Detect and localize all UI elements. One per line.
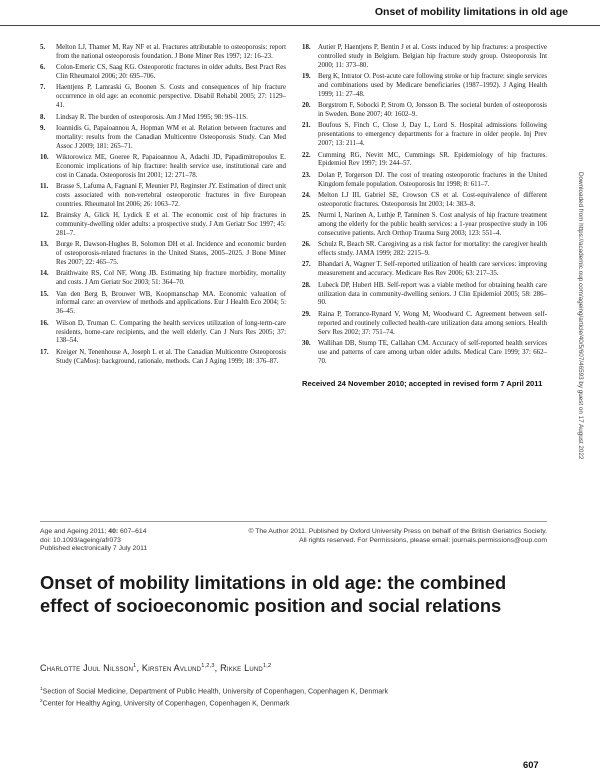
reference-item xyxy=(40,349,286,367)
reference-text: Haentjens P, Lamraski G, Boonen S. Costs and consequences of hip fracture occurrence in old age: an economic perspective. Disabil Rehabil 2005; 27: 1129–41. xyxy=(56,84,286,110)
affiliation: $^2$Center for Healthy Aging, University of Copenhagen, Copenhagen K, Denmark xyxy=(40,698,290,707)
reference-number: 15. xyxy=(40,290,49,298)
reference-text: Borgstrom F, Sobocki P, Strom O, Jonsson B. The societal burden of osteoporosis in Sweden. Bone 2007; 40: 1602–9. xyxy=(318,102,547,119)
reference-text: Wiktorowicz ME, Goeree R, Papaioannou A, Adachi JD, Papadimitropoulos E. Economic implications of hip fracture: health service use, institutional care and cost in Canada. Osteoporosis Int 2001; 12: 271–78. xyxy=(56,153,286,179)
reference-text: Wilson D, Truman C. Comparing the health services utilization of long-term-care residents, home-care recipients, and the well elderly. Can J Nurs Res 2005; 37: 138–54. xyxy=(56,319,286,345)
received-note: Received 24 November 2010; accepted in revised form 7 April 2011 xyxy=(302,378,543,388)
reference-number: 6. xyxy=(40,64,46,72)
reference-number: 10. xyxy=(40,153,49,161)
reference-text: Wallihan DB, Stump TE, Callahan CM. Accuracy of self-reported health services use and patterns of care among urban older adults. Medical Care 1999; 37: 662–70. xyxy=(318,339,547,365)
reference-number: 14. xyxy=(40,270,49,278)
reference-number: 24. xyxy=(302,191,311,199)
reference-item xyxy=(40,84,286,111)
reference-text: Van den Berg B, Brouwer WB, Koopmanschap MA. Economic valuation of informal care: an overview of methods and applications. Eur J Health Eco 2004; 5: 36–45. xyxy=(56,290,286,316)
reference-item xyxy=(40,320,286,347)
reference-item xyxy=(302,73,547,100)
copyright-notice xyxy=(217,528,547,545)
reference-item xyxy=(40,270,286,288)
reference-item xyxy=(302,261,547,279)
affiliation: $^1$Section of Social Medicine, Department of Public Health, University of Copenhagen, Copenhagen K, Denmark xyxy=(40,687,389,696)
reference-number: 7. xyxy=(40,84,46,92)
published-date: Published electronically 7 July 2011 xyxy=(40,545,148,553)
header-rule xyxy=(0,25,600,26)
reference-item xyxy=(302,282,547,309)
reference-text: Boufous S, Finch C, Close J, Day L, Lord S. Hospital admissions following presentations to emergency departments for a fracture in older people. Inj Prev 2007; 13: 211–4. xyxy=(318,122,547,148)
download-watermark: Downloaded from https://academic.oup.com/ageing/article/40/5/607/46593 by guest on 17 August 2022 xyxy=(577,172,584,460)
reference-text: Cumming RG, Nevitt MC, Cummings SR. Epidemiology of hip fractures. Epidemiol Rev 1997; 19: 244–57. xyxy=(318,151,547,168)
reference-item xyxy=(302,44,547,71)
running-head: Onset of mobility limitations in old age xyxy=(374,6,568,18)
article-title: Onset of mobility limitations in old age: the combined effect of socioeconomic position and social relations xyxy=(40,572,507,616)
reference-item xyxy=(302,311,547,338)
author-list: Charlotte Juul Nilsson$^1$, Kirsten Avlund$^{1,2,3}$, Rikke Lund$^{1,2}$ xyxy=(40,663,272,674)
reference-number: 5. xyxy=(40,44,46,51)
reference-text: Bhandari A, Wagner T. Self-reported utilization of health care services: improving measurement and accuracy. Medicare Res Rev 2006; 63: 217–35. xyxy=(318,261,547,278)
reference-text: Colon-Emeric CS, Saag KG. Osteoporotic fractures in older adults. Best Pract Res Clin Rheumatol 2006; 20: 695–706. xyxy=(56,64,286,81)
copyright-line-1: © The Author 2011. Published by Oxford University Press on behalf of the British Geriatrics Society. xyxy=(248,528,547,535)
reference-number: 23. xyxy=(302,171,311,179)
affiliations xyxy=(40,685,560,708)
reference-item xyxy=(40,44,286,62)
journal-meta xyxy=(40,528,210,554)
author: Rikke Lund$^{1,2}$ xyxy=(220,663,272,674)
reference-text: Melton LJ III, Gabriel SE, Crowson CS et al. Cost-equivalence of different osteoporotic fractures. Osteoporosis Int 2003; 14: 383–8. xyxy=(318,191,547,208)
reference-item xyxy=(40,212,286,239)
reference-text: Schulz R, Beach SR. Caregiving as a risk factor for mortality: the caregiver health effects study. JAMA 1999; 282: 2215–9. xyxy=(318,241,547,258)
reference-item xyxy=(302,192,547,210)
reference-item xyxy=(40,64,286,82)
reference-item xyxy=(302,172,547,190)
reference-number: 27. xyxy=(302,261,311,269)
reference-text: Braithwaite RS, Col NF, Wong JB. Estimating hip fracture morbidity, mortality and costs. J Am Geriatr Soc 2003; 51: 364–70. xyxy=(56,270,286,287)
reference-item xyxy=(302,152,547,170)
reference-text: Ioannidis G, Papaioannou A, Hopman WM et al. Relation between fractures and mortality: results from the Canadian Multicentre Osteoporosis Study. Can Med Assoc J 2009; 181: 265–71. xyxy=(56,124,286,150)
reference-number: 17. xyxy=(40,348,49,356)
reference-text: Brasse S, Lafuma A, Fagnani F, Meunier PJ, Reginster JY. Estimation of direct unit costs associated with non-vertebral osteoporotic fractures in five European countries. Rheumatol Int 2006; 26: 1063–72. xyxy=(56,183,286,208)
reference-number: 26. xyxy=(302,241,311,249)
reference-number: 22. xyxy=(302,151,311,159)
reference-number: 12. xyxy=(40,212,49,220)
reference-number: 18. xyxy=(302,44,311,51)
reference-text: Brainsky A, Glick H, Lydick E et al. The economic cost of hip fractures in community-dwelling older adults: a prospective study. J Am Geriatr Soc 1997; 45: 281–7. xyxy=(56,212,286,237)
page-number: 607 xyxy=(523,759,539,770)
reference-item xyxy=(40,125,286,152)
reference-number: 30. xyxy=(302,339,311,347)
reference-number: 20. xyxy=(302,102,311,110)
author: Kirsten Avlund$^{1,2,3}$ xyxy=(141,663,215,674)
reference-item xyxy=(302,122,547,149)
reference-text: Kreiger N, Tenenhouse A, Joseph L et al. The Canadian Multicentre Osteoporosis Study (CaMos): background, rationale, methods. Can J Aging 1999; 18: 376–87. xyxy=(56,348,286,365)
reference-item xyxy=(302,340,547,367)
reference-number: 28. xyxy=(302,281,311,289)
reference-item xyxy=(40,183,286,210)
copyright-line-2: All rights reserved. For Permissions, please email: journals.permissions@oup.com xyxy=(299,536,547,544)
reference-number: 13. xyxy=(40,241,49,249)
reference-text: Melton LJ, Thamer M, Ray NF et al. Fractures attributable to osteoporosis: report from the national osteoporosis foundation. J Bone Miner Res 1997; 12: 16–23. xyxy=(56,44,286,60)
author: Charlotte Juul Nilsson$^1$ xyxy=(40,663,137,674)
reference-item xyxy=(302,241,547,259)
reference-number: 21. xyxy=(302,122,311,130)
reference-text: Lindsay R. The burden of osteoporosis. Am J Med 1995; 98: 9S–11S. xyxy=(56,113,248,121)
reference-item xyxy=(302,102,547,120)
reference-item xyxy=(40,114,286,123)
reference-number: 29. xyxy=(302,310,311,318)
reference-item xyxy=(302,212,547,239)
article-divider xyxy=(40,521,547,522)
reference-text: Autier P, Haentjens P, Bentin J et al. Costs induced by hip fractures: a prospective controlled study in Belgium. Belgian hip fracture study group. Osteoporosis Int 2000; 11: 373–80. xyxy=(318,44,547,69)
reference-number: 11. xyxy=(40,183,49,191)
references-column-left xyxy=(40,44,286,369)
reference-text: Burge R, Dawson-Hughes B, Solomon DH et al. Incidence and economic burden of osteoporosis-related fractures in the United States, 2005–2025. J Bone Miner Res 2007; 22: 465–75. xyxy=(56,241,286,267)
reference-number: 19. xyxy=(302,73,311,81)
references-column-right xyxy=(302,44,547,389)
reference-text: Raina P, Torrance-Rynard V, Wong M, Woodward C. Agreement between self-reported and routinely collected health-care utilization data among seniors. Health Serv Res 2002; 37: 751–74. xyxy=(318,310,547,336)
reference-text: Nurmi I, Narinen A, Luthje P, Tanninen S. Cost analysis of hip fracture treatment among the elderly for the public health services: a 1-year prospective study in 106 consecutive patients. Arch Orthop Trauma Surg 2003; 123: 551–4. xyxy=(318,212,547,237)
reference-text: Berg K, Intrator O. Post-acute care following stroke or hip fracture: single services and combinations used by Medicare beneficiaries (1987–1992). J Aging Health 1999; 11: 27–48. xyxy=(318,73,547,98)
reference-item xyxy=(40,154,286,181)
references-list-right xyxy=(302,44,547,367)
reference-item xyxy=(40,241,286,268)
reference-number: 9. xyxy=(40,124,46,132)
reference-number: 25. xyxy=(302,212,311,220)
doi[interactable]: doi: 10.1093/ageing/afr073 xyxy=(40,536,121,544)
reference-number: 16. xyxy=(40,319,49,327)
reference-item xyxy=(40,291,286,318)
reference-text: Dolan P, Torgerson DJ. The cost of treating osteoporotic fractures in the United Kingdom female population. Osteoporosis Int 1998; 8: 611–7. xyxy=(318,171,547,188)
journal-citation: Age and Ageing 2011; 40: 607–614 xyxy=(40,528,147,535)
reference-number: 8. xyxy=(40,113,46,121)
reference-text: Lubeck DP, Hubert HB. Self-report was a viable method for obtaining health care utilization data in community-dwelling seniors. J Clin Epidemiol 2005; 58: 286–90. xyxy=(318,281,547,307)
